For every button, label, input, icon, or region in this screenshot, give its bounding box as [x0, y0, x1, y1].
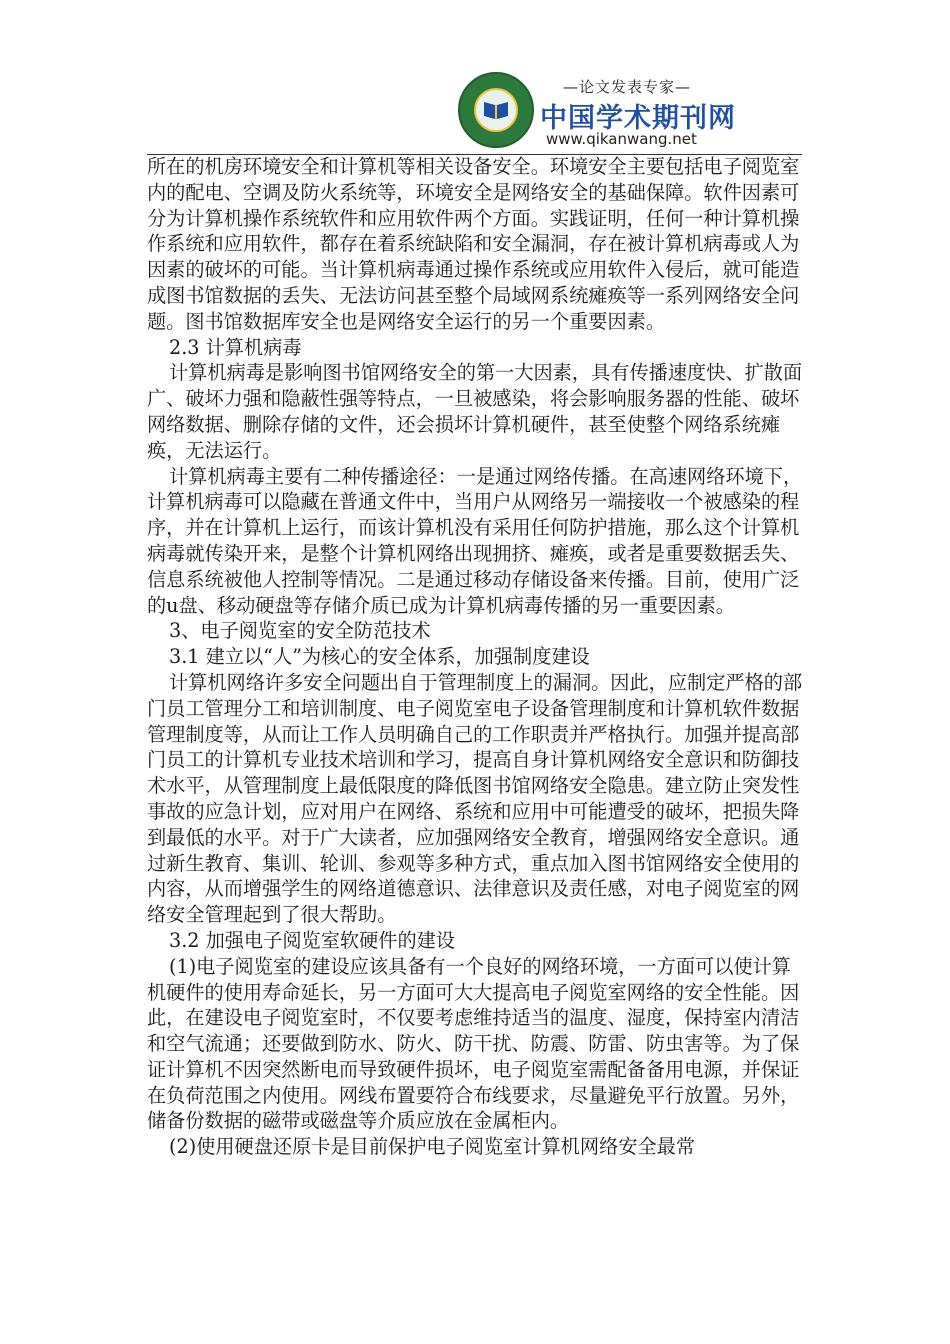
section-heading-3-1: 3.1 建立以“人”为核心的安全体系，加强制度建设 [169, 645, 590, 669]
section-heading-2-3: 2.3 计算机病毒 [169, 335, 302, 359]
book-icon [474, 88, 518, 132]
logo-url: www.qikanwang.net [546, 130, 697, 148]
logo-tagline: —论文发表专家— [562, 78, 691, 96]
site-logo[interactable] [458, 72, 736, 152]
logo-brand-name: 中国学术期刊网 [540, 103, 736, 134]
paragraph-restore-card: (2)使用硬盘还原卡是目前保护电子阅览室计算机网络安全最常 [169, 1135, 696, 1159]
paragraph-environment-security: 所在的机房环境安全和计算机等相关设备安全。环境安全主要包括电子阅览室内的配电、空调及防火系统等，环境安全是网络安全的基础保障。软件因素可分为计算机操作系统软件和应用软件两个方面。实践证明，任何一种计算机操作系统和应用软件，都存在着系统缺陷和安全漏洞，存在被计算机病毒或人为因素的破坏的可能。当计算机病毒通过操作系统或应用软件入侵后，就可能造成图书馆数据的丢失、无法访问甚至整个局域网系统瘫痪等一系列网络安全问题。图书馆数据库安全也是网络安全运行的另一个重要因素。 [147, 155, 800, 333]
paragraph-management-system: 计算机网络许多安全问题出自于管理制度上的漏洞。因此，应制定严格的部门员工管理分工和培训制度、电子阅览室电子设备管理制度和计算机软件数据管理制度等，从而让工作人员明确自己的工作职责并严格执行。加强并提高部门员工的计算机专业技术培训和学习，提高自身计算机网络安全意识和防御技术水平，从管理制度上最低限度的降低图书馆网络安全隐患。建立防止突发性事故的应急计划，应对用户在网络、系统和应用中可能遭受的破坏，把损失降到最低的水平。对于广大读者，应加强网络安全教育，增强网络安全意识。通过新生教育、集训、轮训、参观等多种方式，重点加入图书馆网络安全使用的内容，从而增强学生的网络道德意识、法律意识及责任感，对电子阅览室的网络安全管理起到了很大帮助。 [147, 670, 803, 927]
paragraph-virus-intro: 计算机病毒是影响图书馆网络安全的第一大因素，具有传播速度快、扩散面广、破坏力强和隐蔽性强等特点，一旦被感染，将会影响服务器的性能、破坏网络数据、删除存储的文件，还会损坏计算机硬件，甚至使整个网络系统瘫痪，无法运行。 [147, 361, 803, 462]
section-heading-3: 3、电子阅览室的安全防范技术 [169, 619, 431, 643]
article-body [147, 154, 807, 1160]
section-heading-3-2: 3.2 加强电子阅览室软硬件的建设 [169, 928, 456, 952]
paragraph-hardware-environment: (1)电子阅览室的建设应该具备有一个良好的网络环境，一方面可以使计算机硬件的使用寿命延长，另一方面可大大提高电子阅览室网络的安全性能。因此，在建设电子阅览室时，不仅要考虑维持适当的温度、湿度，保持室内清洁和空气流通；还要做到防水、防火、防干扰、防震、防雷、防虫害等。为了保证计算机不因突然断电而导致硬件损坏，电子阅览室需配备备用电源，并保证在负荷范围之内使用。网线布置要符合布线要求，尽量避免平行放置。另外，储备份数据的磁带或磁盘等介质应放在金属柜内。 [147, 954, 800, 1133]
paragraph-virus-spread: 计算机病毒主要有二种传播途径：一是通过网络传播。在高速网络环境下，计算机病毒可以隐藏在普通文件中，当用户从网络另一端接收一个被感染的程序，并在计算机上运行，而该计算机没有采用任何防护措施，那么这个计算机病毒就传染开来，是整个计算机网络出现拥挤、瘫痪，或者是重要数据丢失、信息系统被他人控制等情况。二是通过移动存储设备来传播。目前，使用广泛的u盘、移动硬盘等存储介质已成为计算机病毒传播的另一重要因素。 [147, 464, 803, 617]
logo-emblem [458, 72, 534, 148]
